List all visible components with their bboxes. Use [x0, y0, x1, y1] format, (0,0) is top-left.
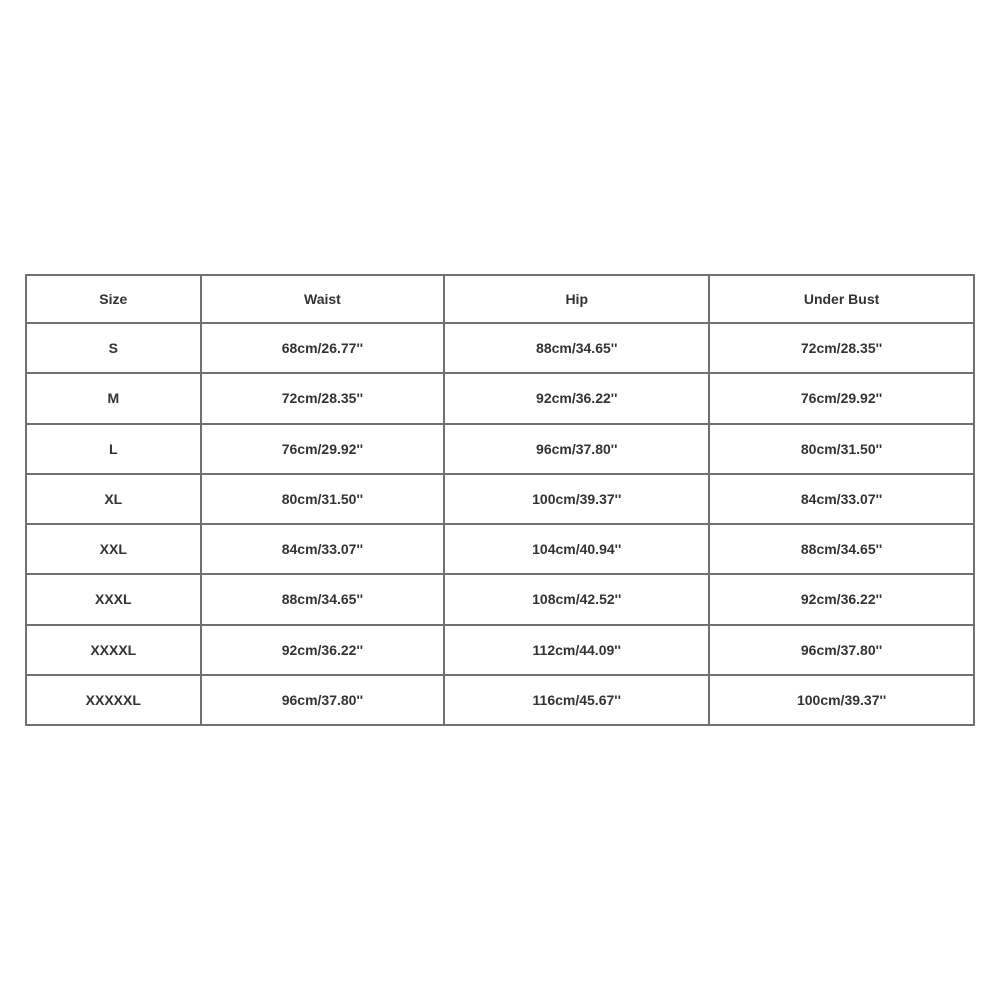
under-bust-cell: 100cm/39.37'' [709, 675, 974, 725]
waist-cell: 72cm/28.35'' [201, 373, 445, 423]
table-row [26, 524, 974, 574]
hip-cell: 100cm/39.37'' [444, 474, 709, 524]
table-header [26, 275, 974, 323]
size-chart-table [25, 274, 975, 726]
under-bust-cell: 72cm/28.35'' [709, 323, 974, 373]
table-row [26, 323, 974, 373]
table-body [26, 323, 974, 725]
size-cell: S [26, 323, 201, 373]
size-cell: XL [26, 474, 201, 524]
waist-cell: 92cm/36.22'' [201, 625, 445, 675]
table-row [26, 625, 974, 675]
under-bust-cell: 80cm/31.50'' [709, 424, 974, 474]
size-cell: XXXL [26, 574, 201, 624]
header-row [26, 275, 974, 323]
size-cell: L [26, 424, 201, 474]
hip-cell: 92cm/36.22'' [444, 373, 709, 423]
table-row [26, 474, 974, 524]
size-cell: XXXXL [26, 625, 201, 675]
header-under-bust: Under Bust [709, 275, 974, 323]
under-bust-cell: 88cm/34.65'' [709, 524, 974, 574]
waist-cell: 96cm/37.80'' [201, 675, 445, 725]
table-row [26, 574, 974, 624]
header-hip: Hip [444, 275, 709, 323]
header-size: Size [26, 275, 201, 323]
under-bust-cell: 84cm/33.07'' [709, 474, 974, 524]
under-bust-cell: 76cm/29.92'' [709, 373, 974, 423]
waist-cell: 88cm/34.65'' [201, 574, 445, 624]
hip-cell: 108cm/42.52'' [444, 574, 709, 624]
under-bust-cell: 96cm/37.80'' [709, 625, 974, 675]
table-row [26, 424, 974, 474]
table-row [26, 675, 974, 725]
hip-cell: 88cm/34.65'' [444, 323, 709, 373]
hip-cell: 112cm/44.09'' [444, 625, 709, 675]
size-cell: M [26, 373, 201, 423]
hip-cell: 116cm/45.67'' [444, 675, 709, 725]
waist-cell: 68cm/26.77'' [201, 323, 445, 373]
waist-cell: 76cm/29.92'' [201, 424, 445, 474]
table-row [26, 373, 974, 423]
hip-cell: 104cm/40.94'' [444, 524, 709, 574]
size-cell: XXL [26, 524, 201, 574]
waist-cell: 84cm/33.07'' [201, 524, 445, 574]
under-bust-cell: 92cm/36.22'' [709, 574, 974, 624]
waist-cell: 80cm/31.50'' [201, 474, 445, 524]
header-waist: Waist [201, 275, 445, 323]
hip-cell: 96cm/37.80'' [444, 424, 709, 474]
size-cell: XXXXXL [26, 675, 201, 725]
